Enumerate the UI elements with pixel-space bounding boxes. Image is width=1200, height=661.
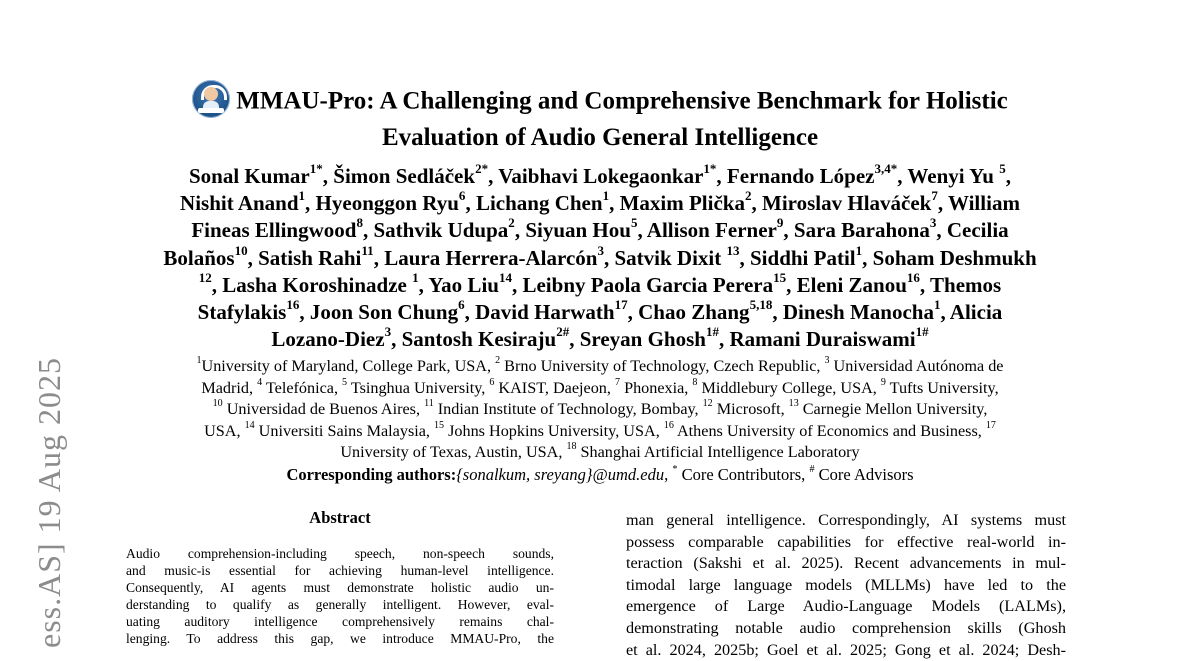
author-line: Sonal Kumar$^{1*}$, Šimon Sedláček$^{2*}$, Vaibhavi Lokegaonkar$^{1*}$, Fernando López$^{3,4*}$, Wenyi Yu $^5$,	[188, 161, 1011, 188]
body-text-line: teraction (Sakshi et al. 2025). Recent advancements in mul-	[626, 554, 1066, 573]
author-line: Stafylakis$^{16}$, Joon Son Chung$^6$, David Harwath$^{17}$, Chao Zhang$^{5,18}$, Dinesh Manocha$^1$, Alicia	[197, 297, 1003, 325]
author-line: Fineas Ellingwood$^8$, Sathvik Udupa$^2$, Siyuan Hou$^5$, Allison Ferner$^9$, Sara Barahona$^3$, Cecilia	[191, 215, 1009, 243]
body-text-line: man general intelligence. Correspondingly, AI systems must	[626, 511, 1066, 529]
abstract-line: derstanding to qualify as generally intelligent. However, eval-	[126, 597, 554, 612]
affiliation-line: USA, $^{14}$ Universiti Sains Malaysia, $^{15}$ Johns Hopkins University, USA, $^{16}$ Athens University of Economics and Business, $^{17}$	[204, 419, 996, 440]
intro-column	[626, 510, 1066, 661]
arxiv-identifier	[31, 310, 75, 648]
affiliation-line: $^1$University of Maryland, College Park, USA, $^2$ Brno University of Technology, Czech Republic, $^3$ Universidad Autónoma de	[196, 355, 1004, 375]
title-block	[100, 84, 1100, 153]
mmau-pro-logo-icon	[192, 80, 230, 118]
abstract-line: Consequently, AI agents must demonstrate holistic audio un-	[126, 580, 554, 595]
abstract-line: Audio comprehension-including speech, non-speech sounds,	[126, 546, 554, 561]
author-line: Nishit Anand$^1$, Hyeonggon Ryu$^6$, Lichang Chen$^1$, Maxim Plička$^2$, Miroslav Hlaváček$^7$, William	[180, 188, 1020, 216]
body-text-line: demonstrating notable audio comprehension skills (Ghosh	[626, 618, 1066, 637]
abstract-line: and music-is essential for achieving human-level intelligence.	[126, 563, 554, 578]
contributor-notes: , * Core Contributors, # Core Advisors	[664, 463, 914, 484]
abstract-line: lenging. To address this gap, we introduce MMAU-Pro, the	[126, 631, 554, 646]
arxiv-identifier-text: ess.AS] 19 Aug 2025	[31, 356, 67, 648]
affiliation-line: $^{10}$ Universidad de Buenos Aires, $^{11}$ Indian Institute of Technology, Bombay, $^{12}$ Microsoft, $^{13}$ Carnegie Mellon University,	[212, 398, 988, 419]
paper-title	[100, 84, 1100, 153]
body-text-line: possess comparable capabilities for effective real-world in-	[626, 532, 1066, 551]
body-text-line: timodal large language models (MLLMs) have led to the	[626, 575, 1066, 594]
abstract-heading: Abstract	[309, 508, 371, 527]
affiliation-line: Madrid, $^4$ Telefónica, $^5$ Tsinghua University, $^6$ KAIST, Daejeon, $^7$ Phonexia, $^8$ Middlebury College, USA, $^9$ Tufts University,	[201, 376, 999, 397]
title-line-1: MMAU-Pro: A Challenging and Comprehensive Benchmark for Holistic	[236, 87, 1008, 115]
body-text-line: et al. 2024, 2025b; Goel et al. 2025; Gong et al. 2024; Desh-	[626, 640, 1066, 659]
abstract-line: uating auditory intelligence comprehensively remains chal-	[126, 614, 554, 629]
author-line: Lozano-Diez$^3$, Santosh Kesiraju$^{2\#}$, Sreyan Ghosh$^{1\#}$, Ramani Duraiswami$^{1\#}$	[271, 324, 929, 352]
author-list	[100, 163, 1100, 353]
author-line: Bolaños$^{10}$, Satish Rahi$^{11}$, Laura Herrera-Alarcón$^3$, Satvik Dixit $^{13}$, Siddhi Patil$^1$, Soham Deshmukh	[163, 242, 1037, 270]
abstract-body	[126, 545, 554, 647]
corresponding-emails: {sonalkum, sreyang}@umd.edu	[456, 465, 665, 484]
corresponding-label: Corresponding authors:	[286, 465, 457, 484]
body-text-line: emergence of Large Audio-Language Models (LALMs),	[626, 597, 1066, 616]
affiliations	[100, 356, 1100, 464]
title-line-2: Evaluation of Audio General Intelligence	[381, 124, 819, 151]
corresponding-authors	[100, 464, 1100, 486]
author-line: $^{12}$, Lasha Koroshinadze $^1$, Yao Liu$^{14}$, Leibny Paola Garcia Perera$^{15}$, Eleni Zanou$^{16}$, Themos	[198, 269, 1002, 297]
affiliation-line: University of Texas, Austin, USA, $^{18}$ Shanghai Artificial Intelligence Laboratory	[340, 441, 860, 462]
